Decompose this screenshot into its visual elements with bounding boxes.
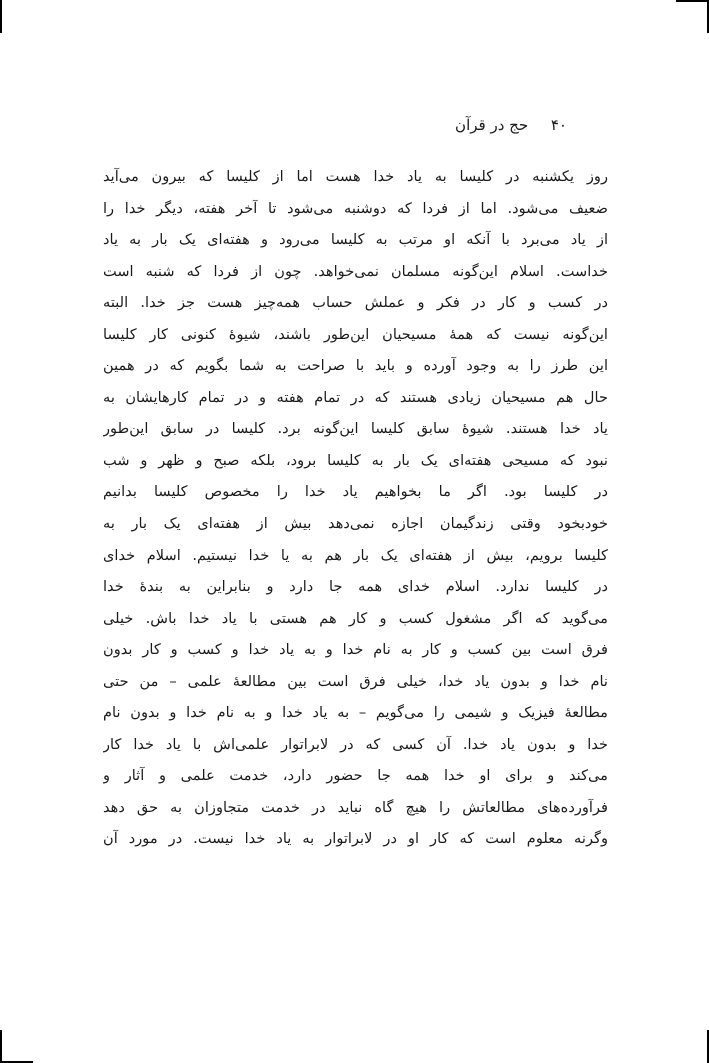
running-header — [455, 112, 567, 138]
text-line: در کلیسا ندارد. اسلام خدای همه جا دارد و بنابراین به بندهٔ خدا — [103, 578, 608, 596]
text-line: روز یکشنبه در کلیسا به یاد خدا هست اما از کلیسا که بیرون می‌آید — [103, 168, 608, 185]
text-line: در کسب و کار در فکر و عملش حساب همه‌چیز هست جز خدا. البته — [103, 294, 608, 312]
text-line: این‌گونه نیست که همهٔ مسیحیان این‌طور باشند، شیوهٔ کنونی کار کلیسا — [103, 325, 608, 343]
text-line: می‌کند و برای او خدا همه جا حضور دارد، خدمت علمی و آثار و — [103, 767, 608, 785]
crop-mark-top-left-vertical — [0, 0, 2, 33]
page-number: ۴۰ — [550, 116, 567, 134]
text-line: خودبخود وقتی زندگیمان اجازه نمی‌دهد بیش از هفته‌ای یک بار به — [103, 515, 608, 533]
text-line: یاد خدا هستند. شیوهٔ سابق کلیسا این‌گونه برد. کلیسا در سابق این‌طور — [103, 420, 608, 438]
text-line: خداست. اسلام این‌گونه مسلمان نمی‌خواهد. چون از فردا که شنبه است — [103, 262, 608, 280]
text-line: حال هم مسیحیان زیادی هستند که در تمام هفته و در تمام کارهایشان به — [103, 388, 608, 406]
text-line: می‌گوید که اگر مشغول کسب و کار هم هستی با یاد خدا باش. خیلی — [103, 609, 608, 627]
book-title: حج در قرآن — [455, 116, 529, 134]
text-line: ضعیف می‌شود. اما از فردا که دوشنبه می‌شود تا آخر هفته، دیگر خدا را — [103, 199, 608, 217]
text-line: فرق است بین کسب و کار به نام خدا و به یاد خدا و کسب و کار بدون — [103, 641, 608, 659]
text-line: مطالعهٔ فیزیک و شیمی را می‌گویم – به یاد خدا و به نام خدا و بدون نام — [103, 704, 608, 722]
text-line: کلیسا برویم، بیش از هفته‌ای یک بار هم به یا خدا نیستیم. اسلام خدای — [103, 546, 608, 564]
crop-mark-bottom-left-vertical — [0, 1030, 2, 1063]
text-line: از یاد می‌برد با آنکه او مرتب به کلیسا می‌رود و هفته‌ای یک بار به یاد — [103, 231, 608, 249]
text-line: نبود که مسیحی هفته‌ای یک بار به کلیسا برود، بلکه صبح و ظهر و شب — [103, 451, 608, 469]
crop-mark-top-right-horizontal — [676, 0, 709, 2]
body-paragraph — [103, 161, 608, 855]
text-line: نام خدا و بدون یاد خدا، خیلی فرق است بین مطالعهٔ علمی – من حتی — [103, 672, 608, 690]
text-line: در کلیسا بود. اگر ما بخواهیم یاد خدا را مخصوص کلیسا بدانیم — [103, 483, 608, 501]
text-line: خدا و بدون یاد خدا. آن کسی که در لابراتوار علمی‌اش با یاد خدا کار — [103, 735, 608, 753]
text-line: فرآورده‌های مطالعاتش را هیچ گاه نباید در خدمت متجاوزان به حق دهد — [103, 798, 608, 816]
text-line: وگرنه معلوم است که کار او در لابراتوار به یاد خدا نیست. در مورد آن — [103, 830, 608, 848]
text-line: این طرز را به وجود آورده و باید با صراحت به شما بگویم که در همین — [103, 357, 608, 375]
